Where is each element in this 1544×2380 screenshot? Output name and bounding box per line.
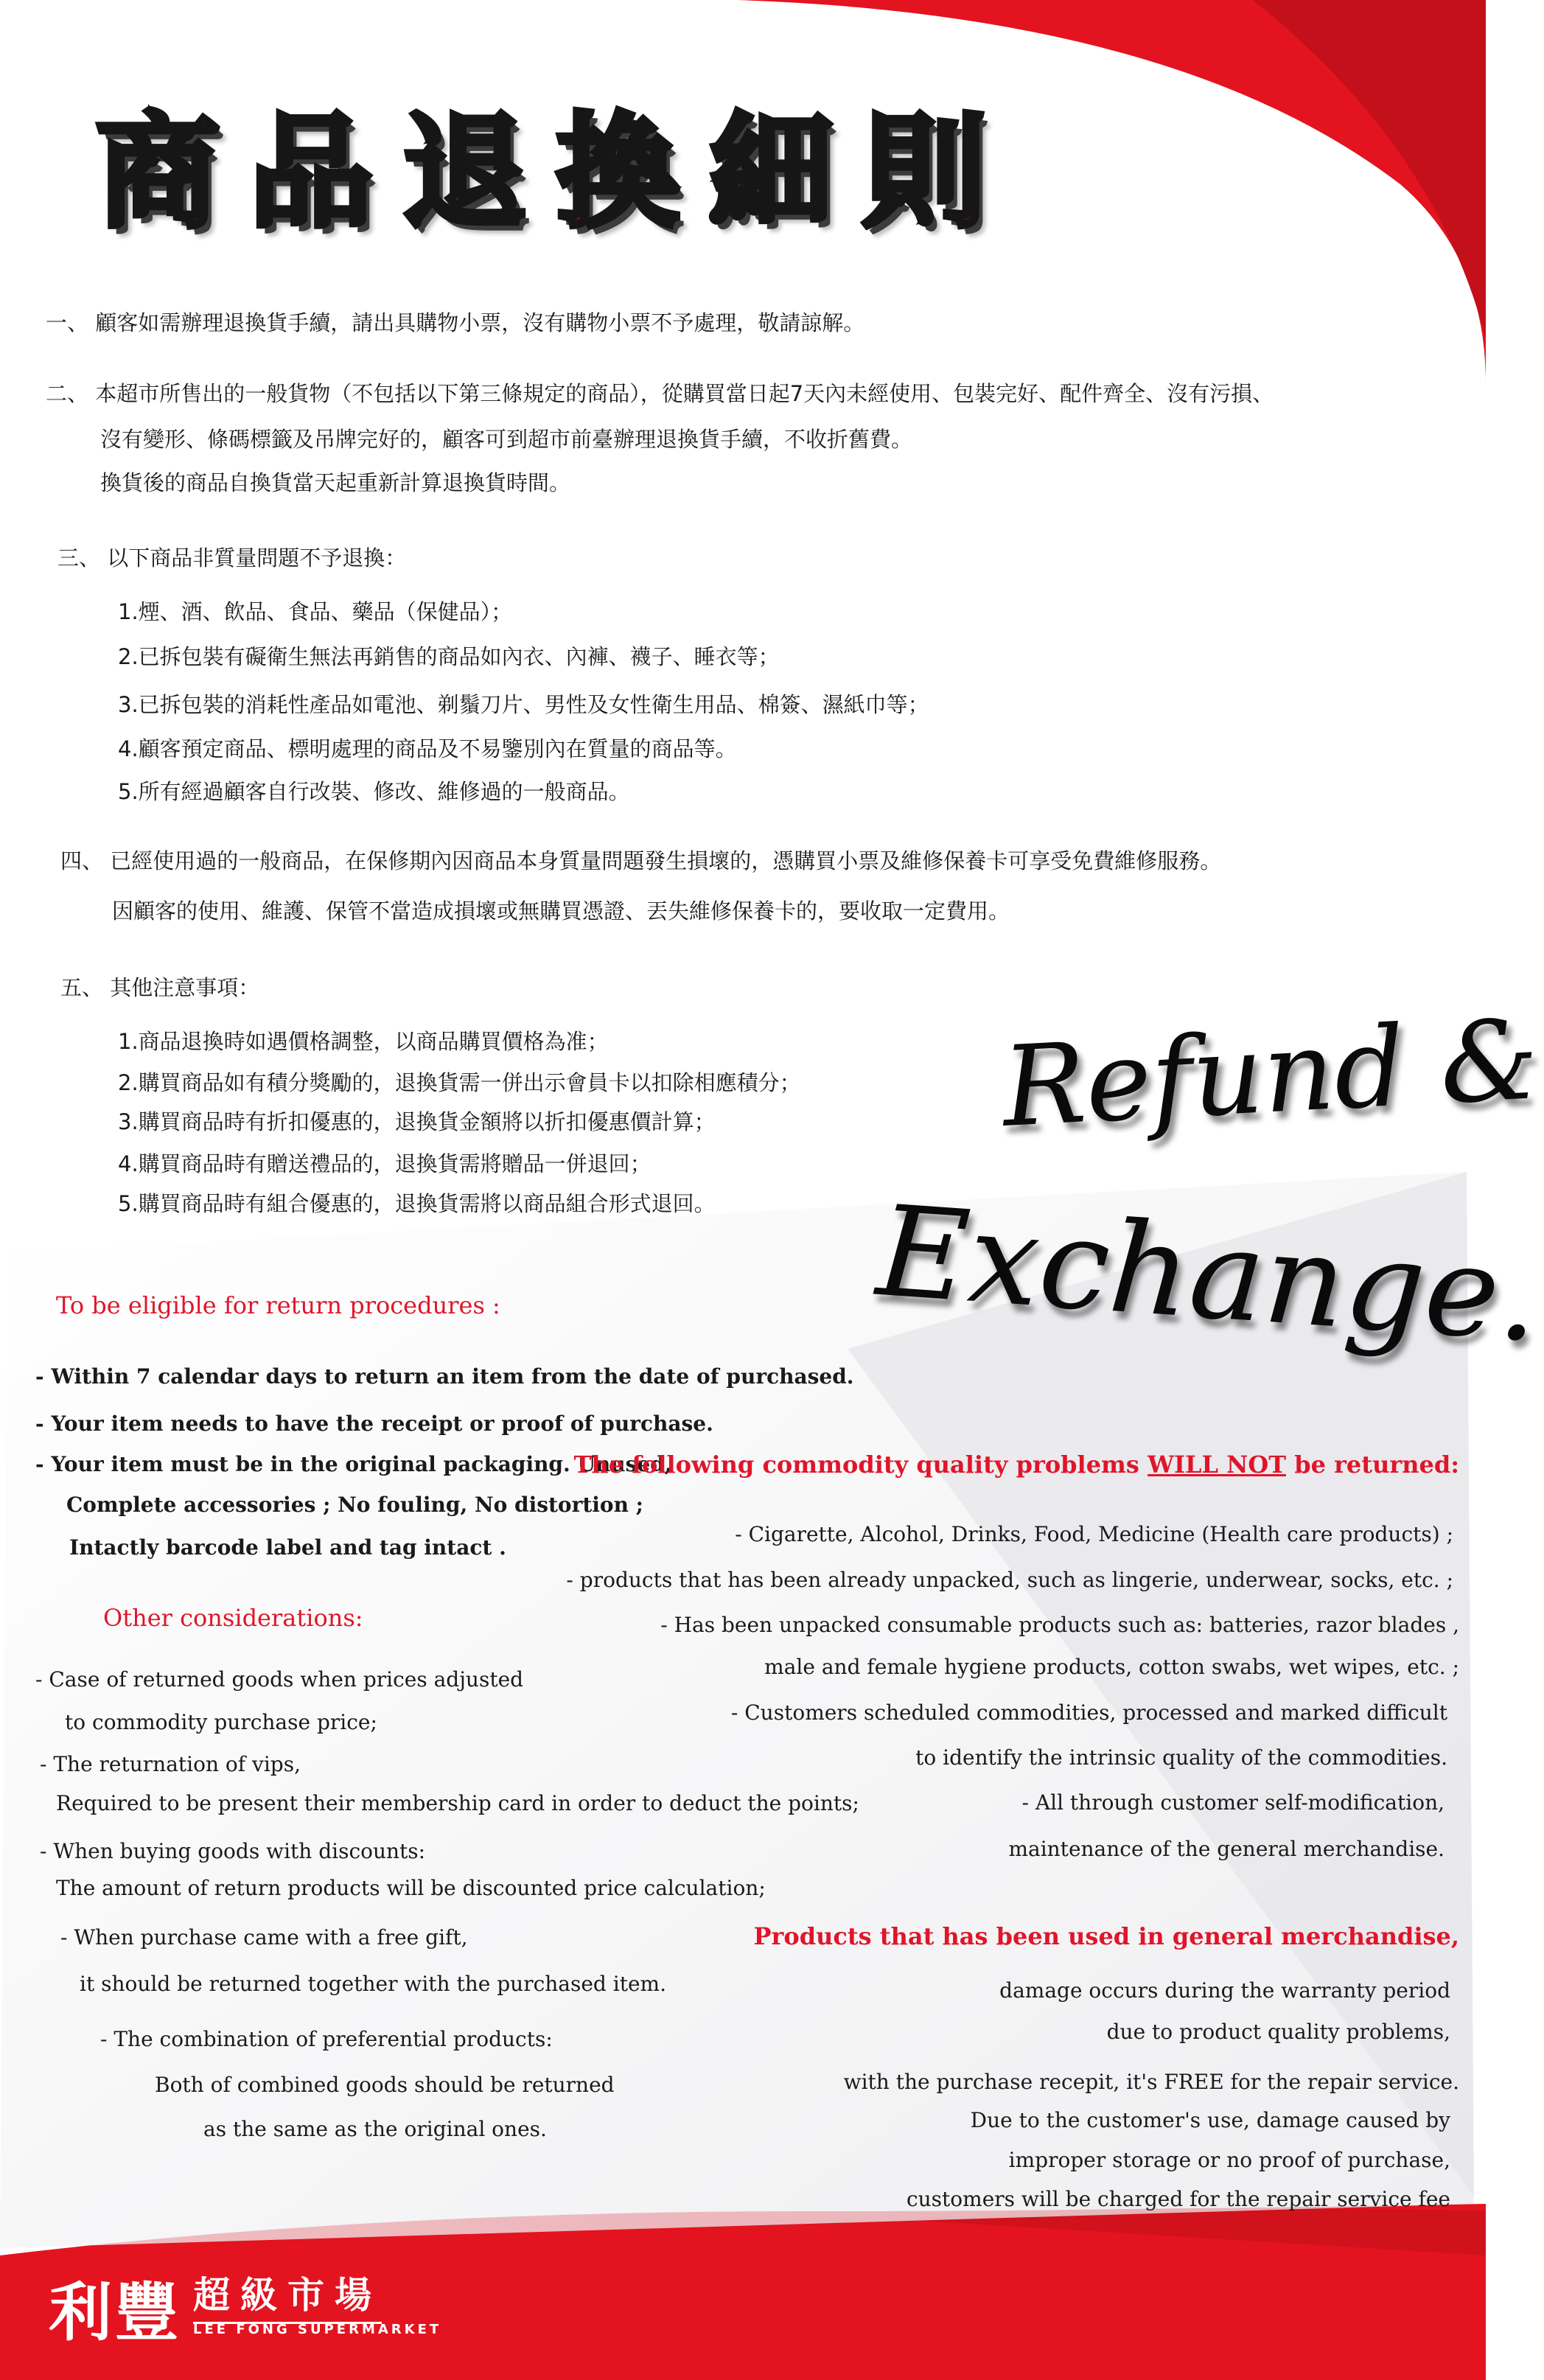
exchange-script-title: Exchange. [873,1178,1544,1371]
not-returned-line: maintenance of the general merchandise. [1008,1837,1445,1861]
page-title: 商品退換細則 [96,100,1016,245]
other-line: - When buying goods with discounts: [40,1839,426,1863]
logo-english-text: LEE FONG SUPERMARKET [193,2322,442,2337]
not-returned-line: - Customers scheduled commodities, processed and marked difficult [730,1700,1447,1725]
used-products-line: customers will be charged for the repair service fee [906,2187,1450,2211]
rule-4-line-2: 因顧客的使用、維護、保管不當造成損壞或無購買憑證、丟失維修保養卡的，要收取一定費用。 [112,898,1010,924]
refund-script-title: Refund & [999,996,1542,1152]
rule-5-item: 5.購買商品時有組合優惠的，退換貨需將以商品組合形式退回。 [118,1191,716,1216]
rule-3-heading: 三、 以下商品非質量問題不予退換： [57,545,407,570]
used-products-heading: Products that has been used in general merchandise, [753,1922,1459,1950]
rule-5-item: 2.購買商品如有積分獎勵的，退換貨需一併出示會員卡以扣除相應積分； [118,1070,801,1095]
rule-4-line-1: 四、 已經使用過的一般商品，在保修期內因商品本身質量問題發生損壞的，憑購買小票及維修保養卡可享受免費維修服務。 [60,848,1222,873]
eligible-item: Intactly barcode label and tag intact . [69,1535,506,1560]
other-line: - Case of returned goods when prices adjusted [35,1667,524,1692]
rule-2-line-2: 沒有變形、條碼標籤及吊牌完好的，顧客可到超市前臺辦理退換貨手續，不收折舊費。 [100,427,913,452]
rule-2-line-3: 換貨後的商品自換貨當天起重新計算退換貨時間。 [100,470,571,495]
eligible-item: - Within 7 calendar days to return an item from the date of purchased. [35,1364,854,1389]
other-line: to commodity purchase price; [65,1710,377,1734]
rule-3-item: 2.已拆包裝有礙衛生無法再銷售的商品如內衣、內褲、襪子、睡衣等； [118,644,780,669]
used-products-line: improper storage or no proof of purchase, [1008,2148,1450,2172]
used-products-line: Due to the customer's use, damage caused by [970,2108,1450,2132]
eligible-item: - Your item must be in the original packaging. Unused, [35,1452,672,1476]
rule-1: 一、 顧客如需辦理退換貨手續，請出具購物小票，沒有購物小票不予處理，敬請諒解。 [46,310,865,335]
eligible-item: - Your item needs to have the receipt or proof of purchase. [35,1411,713,1436]
used-products-line: due to product quality problems, [1106,2020,1450,2044]
rule-5-heading: 五、 其他注意事項： [60,975,260,1000]
not-returned-line: - Has been unpacked consumable products such as: batteries, razor blades , [660,1613,1459,1637]
not-returned-heading-a: The following commodity quality problems [573,1451,1148,1479]
not-returned-heading-c: be returned: [1286,1451,1459,1479]
rule-5-item: 3.購買商品時有折扣優惠的，退換貨金額將以折扣優惠價計算； [118,1109,716,1134]
rule-5-item: 4.購買商品時有贈送禮品的，退換貨需將贈品一併退回； [118,1151,652,1176]
eligible-heading: To be eligible for return procedures : [56,1291,500,1319]
rule-5-item: 1.商品退換時如遇價格調整，以商品購買價格為准； [118,1029,609,1054]
other-line: it should be returned together with the purchased item. [80,1972,666,1996]
will-not-emphasis: WILL NOT [1147,1451,1287,1479]
other-line: as the same as the original ones. [203,2117,547,2141]
other-line: - The returnation of vips, [40,1752,301,1776]
rule-3-item: 3.已拆包裝的消耗性產品如電池、剃鬚刀片、男性及女性衛生用品、棉簽、濕紙巾等； [118,692,929,717]
used-products-line: with the purchase recepit, it's FREE for the repair service. [843,2070,1459,2094]
used-products-line: damage occurs during the warranty period [999,1978,1450,2003]
other-line: - The combination of preferential products: [100,2027,553,2051]
not-returned-line: - All through customer self-modification, [1021,1790,1445,1815]
other-line: Required to be present their membership card in order to deduct the points; [56,1791,859,1815]
not-returned-line: - products that has been already unpacked, such as lingerie, underwear, socks, etc. ; [566,1568,1453,1592]
other-line: Both of combined goods should be returned [155,2073,615,2097]
not-returned-heading [574,1451,1459,1479]
other-considerations-heading: Other considerations: [103,1604,363,1632]
rule-3-item: 5.所有經過顧客自行改裝、修改、維修過的一般商品。 [118,779,630,804]
not-returned-line: male and female hygiene products, cotton swabs, wet wipes, etc. ; [764,1655,1459,1679]
logo-main-text: 利豐 [49,2276,181,2350]
logo-sub-text: 超級市場 [193,2266,382,2324]
rule-2-line-1: 二、 本超市所售出的一般貨物（不包括以下第三條規定的商品），從購買當日起7天內未經使用、包裝完好、配件齊全、沒有污損、 [46,381,1274,406]
rule-3-item: 1.煙、酒、飲品、食品、藥品（保健品）； [118,599,513,624]
eligible-item: Complete accessories ; No fouling, No distortion ; [66,1493,644,1517]
other-line: The amount of return products will be discounted price calculation; [56,1876,766,1900]
not-returned-line: to identify the intrinsic quality of the commodities. [915,1745,1447,1770]
rule-3-item: 4.顧客預定商品、標明處理的商品及不易鑒別內在質量的商品等。 [118,736,737,761]
not-returned-line: - Cigarette, Alcohol, Drinks, Food, Medicine (Health care products) ; [735,1522,1453,1546]
other-line: - When purchase came with a free gift, [60,1925,468,1950]
